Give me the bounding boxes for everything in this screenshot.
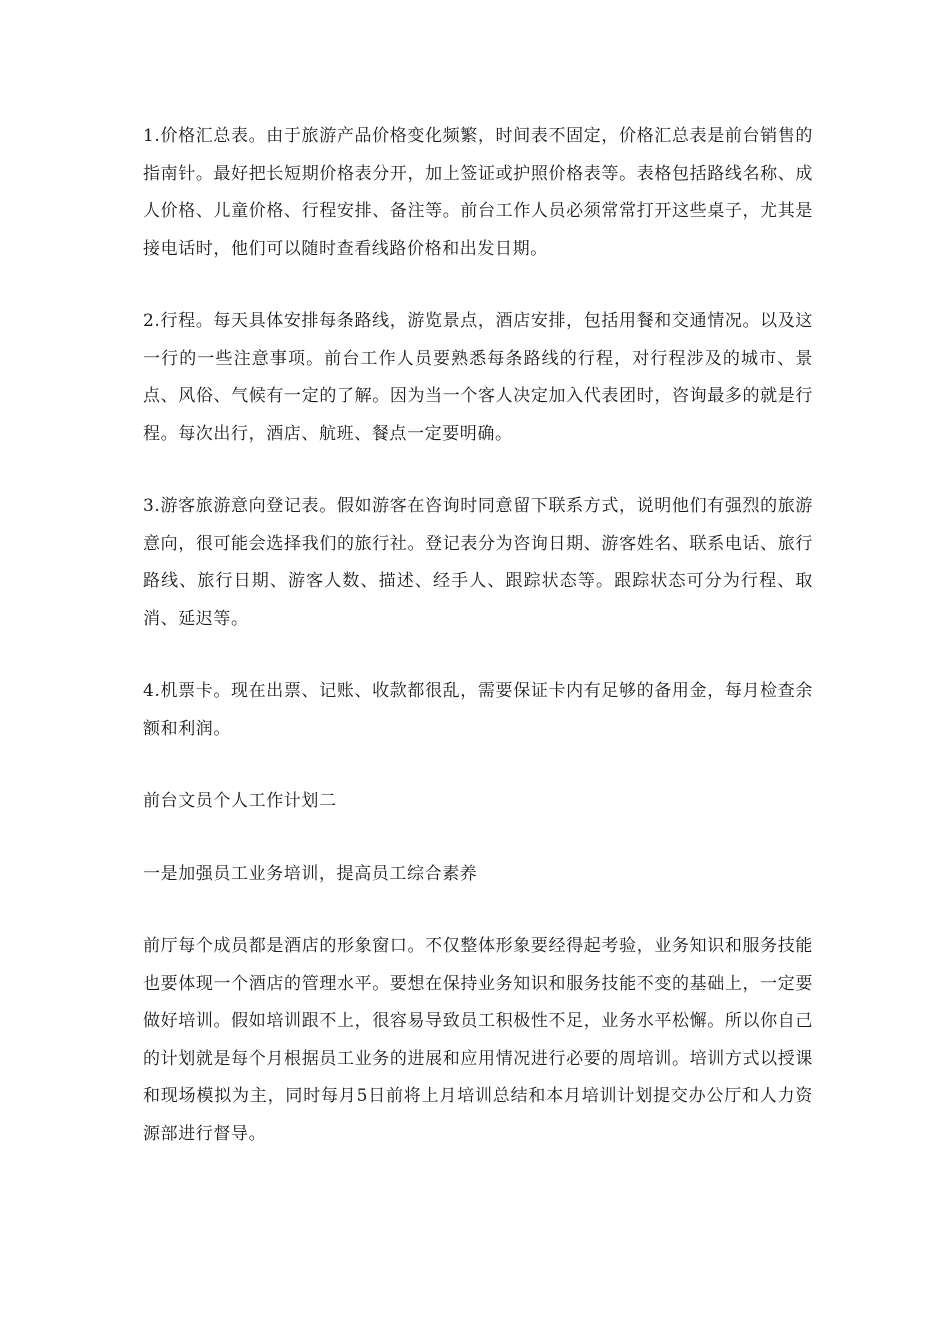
paragraph-itinerary: 2.行程。每天具体安排每条路线，游览景点，酒店安排，包括用餐和交通情况。以及这一行的一些注意事项。前台工作人员要熟悉每条路线的行程，对行程涉及的城市、景点、风俗、气候有一定的了解。因为当一个客人决定加入代表团时，咨询最多的就是行程。每次出行，酒店、航班、餐点一定要明确。 xyxy=(143,311,813,444)
subheading-staff-training: 一是加强员工业务培训，提高员工综合素养 xyxy=(143,863,478,884)
paragraph-intent-registration: 3.游客旅游意向登记表。假如游客在咨询时同意留下联系方式，说明他们有强烈的旅游意向，很可能会选择我们的旅行社。登记表分为咨询日期、游客姓名、联系电话、旅行路线、旅行日期、游客人数、描述、经手人、跟踪状态等。跟踪状态可分为行程、取消、延迟等。 xyxy=(143,496,813,629)
paragraph-price-summary: 1.价格汇总表。由于旅游产品价格变化频繁，时间表不固定，价格汇总表是前台销售的指南针。最好把长短期价格表分开，加上签证或护照价格表等。表格包括路线名称、成人价格、儿童价格、行程安排、备注等。前台工作人员必须常常打开这些桌子，尤其是接电话时，他们可以随时查看线路价格和出发日期。 xyxy=(143,126,813,259)
document-body xyxy=(143,118,813,1188)
paragraph-front-office-training: 前厅每个成员都是酒店的形象窗口。不仅整体形象要经得起考验，业务知识和服务技能也要体现一个酒店的管理水平。要想在保持业务知识和服务技能不变的基础上，一定要做好培训。假如培训跟不上，很容易导致员工积极性不足，业务水平松懈。所以你自己的计划就是每个月根据员工业务的进展和应用情况进行必要的周培训。培训方式以授课和现场模拟为主，同时每月5日前将上月培训总结和本月培训计划提交办公厅和人力资源部进行督导。 xyxy=(143,936,813,1144)
paragraph-ticket-card: 4.机票卡。现在出票、记账、收款都很乱，需要保证卡内有足够的备用金，每月检查余额和利润。 xyxy=(143,681,813,739)
section-heading-plan-two: 前台文员个人工作计划二 xyxy=(143,791,337,811)
